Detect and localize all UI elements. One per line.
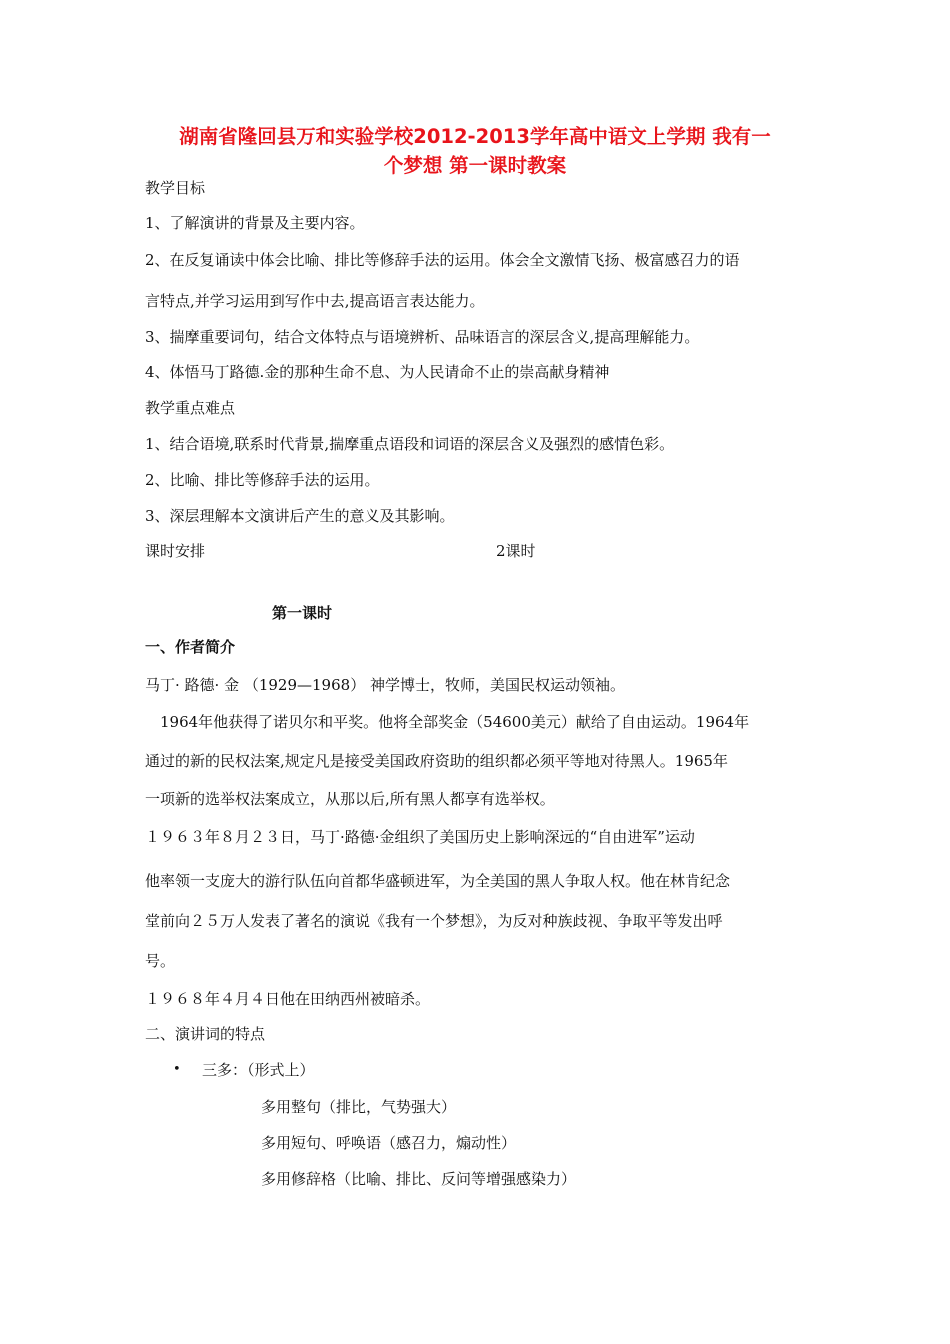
objective-item: 1、了解演讲的背景及主要内容。 [145,214,365,232]
key-points-heading: 教学重点难点 [145,399,236,417]
document-title-line-2: 个梦想 第一课时教案 [383,154,567,177]
objective-item: 3、揣摩重要词句，结合文体特点与语境辨析、品味语言的深层含义,提高理解能力。 [145,328,700,346]
key-point-item: 3、深层理解本文演讲后产生的意义及其影响。 [145,507,455,525]
schedule-label: 课时安排 [145,542,206,560]
key-point-item: 1、结合语境,联系时代背景,揣摩重点语段和词语的深层含义及强烈的感情色彩。 [145,435,675,453]
objective-item: 4、体悟马丁路德.金的那种生命不息、为人民请命不止的崇高献身精神 [145,363,610,381]
bio-paragraph-line: 他率领一支庞大的游行队伍向首都华盛顿进军，为全美国的黑人争取人权。他在林肯纪念 [145,872,731,890]
lesson-heading: 第一课时 [272,604,333,622]
bio-paragraph-line: 堂前向２５万人发表了著名的演说《我有一个梦想》，为反对种族歧视、争取平等发出呼 [145,912,723,930]
author-intro: 马丁· 路德· 金 （1929—1968） 神学博士，牧师，美国民权运动领袖。 [145,676,625,694]
objective-item: 2、在反复诵读中体会比喻、排比等修辞手法的运用。体会全文激情飞扬、极富感召力的语 [145,251,740,269]
three-many-item: 多用短句、呼唤语（感召力，煽动性） [261,1134,517,1152]
bio-paragraph-line: １９６３年８月２３日，马丁·路德·金组织了美国历史上影响深远的“自由进军”运动 [145,828,695,846]
bio-paragraph-line: 1964年他获得了诺贝尔和平奖。他将全部奖金（54600美元）献给了自由运动。1964年 [160,713,750,731]
three-many-item: 多用修辞格（比喻、排比、反问等增强感染力） [261,1170,577,1188]
speech-features-heading: 二、演讲词的特点 [145,1025,266,1043]
bio-paragraph-line: 号。 [145,952,176,970]
three-many-item: 多用整句（排比，气势强大） [261,1098,457,1116]
three-many-label: 三多：（形式上） [202,1061,315,1079]
objective-item-continued: 言特点,并学习运用到写作中去,提高语言表达能力。 [145,292,485,310]
document-title-line-1: 湖南省隆回县万和实验学校2012-2013学年高中语文上学期 我有一 [179,125,771,148]
bio-paragraph-line: １９６８年４月４日他在田纳西州被暗杀。 [145,990,431,1008]
schedule-value: 2课时 [496,542,536,560]
bio-paragraph-line: 通过的新的民权法案,规定凡是接受美国政府资助的组织都必须平等地对待黑人。1965年 [145,752,728,770]
author-heading: 一、作者简介 [145,638,236,656]
objectives-heading: 教学目标 [145,179,206,197]
bio-paragraph-line: 一项新的选举权法案成立，从那以后,所有黑人都享有选举权。 [145,790,555,808]
key-point-item: 2、比喻、排比等修辞手法的运用。 [145,471,380,489]
bullet-icon: • [173,1062,181,1077]
